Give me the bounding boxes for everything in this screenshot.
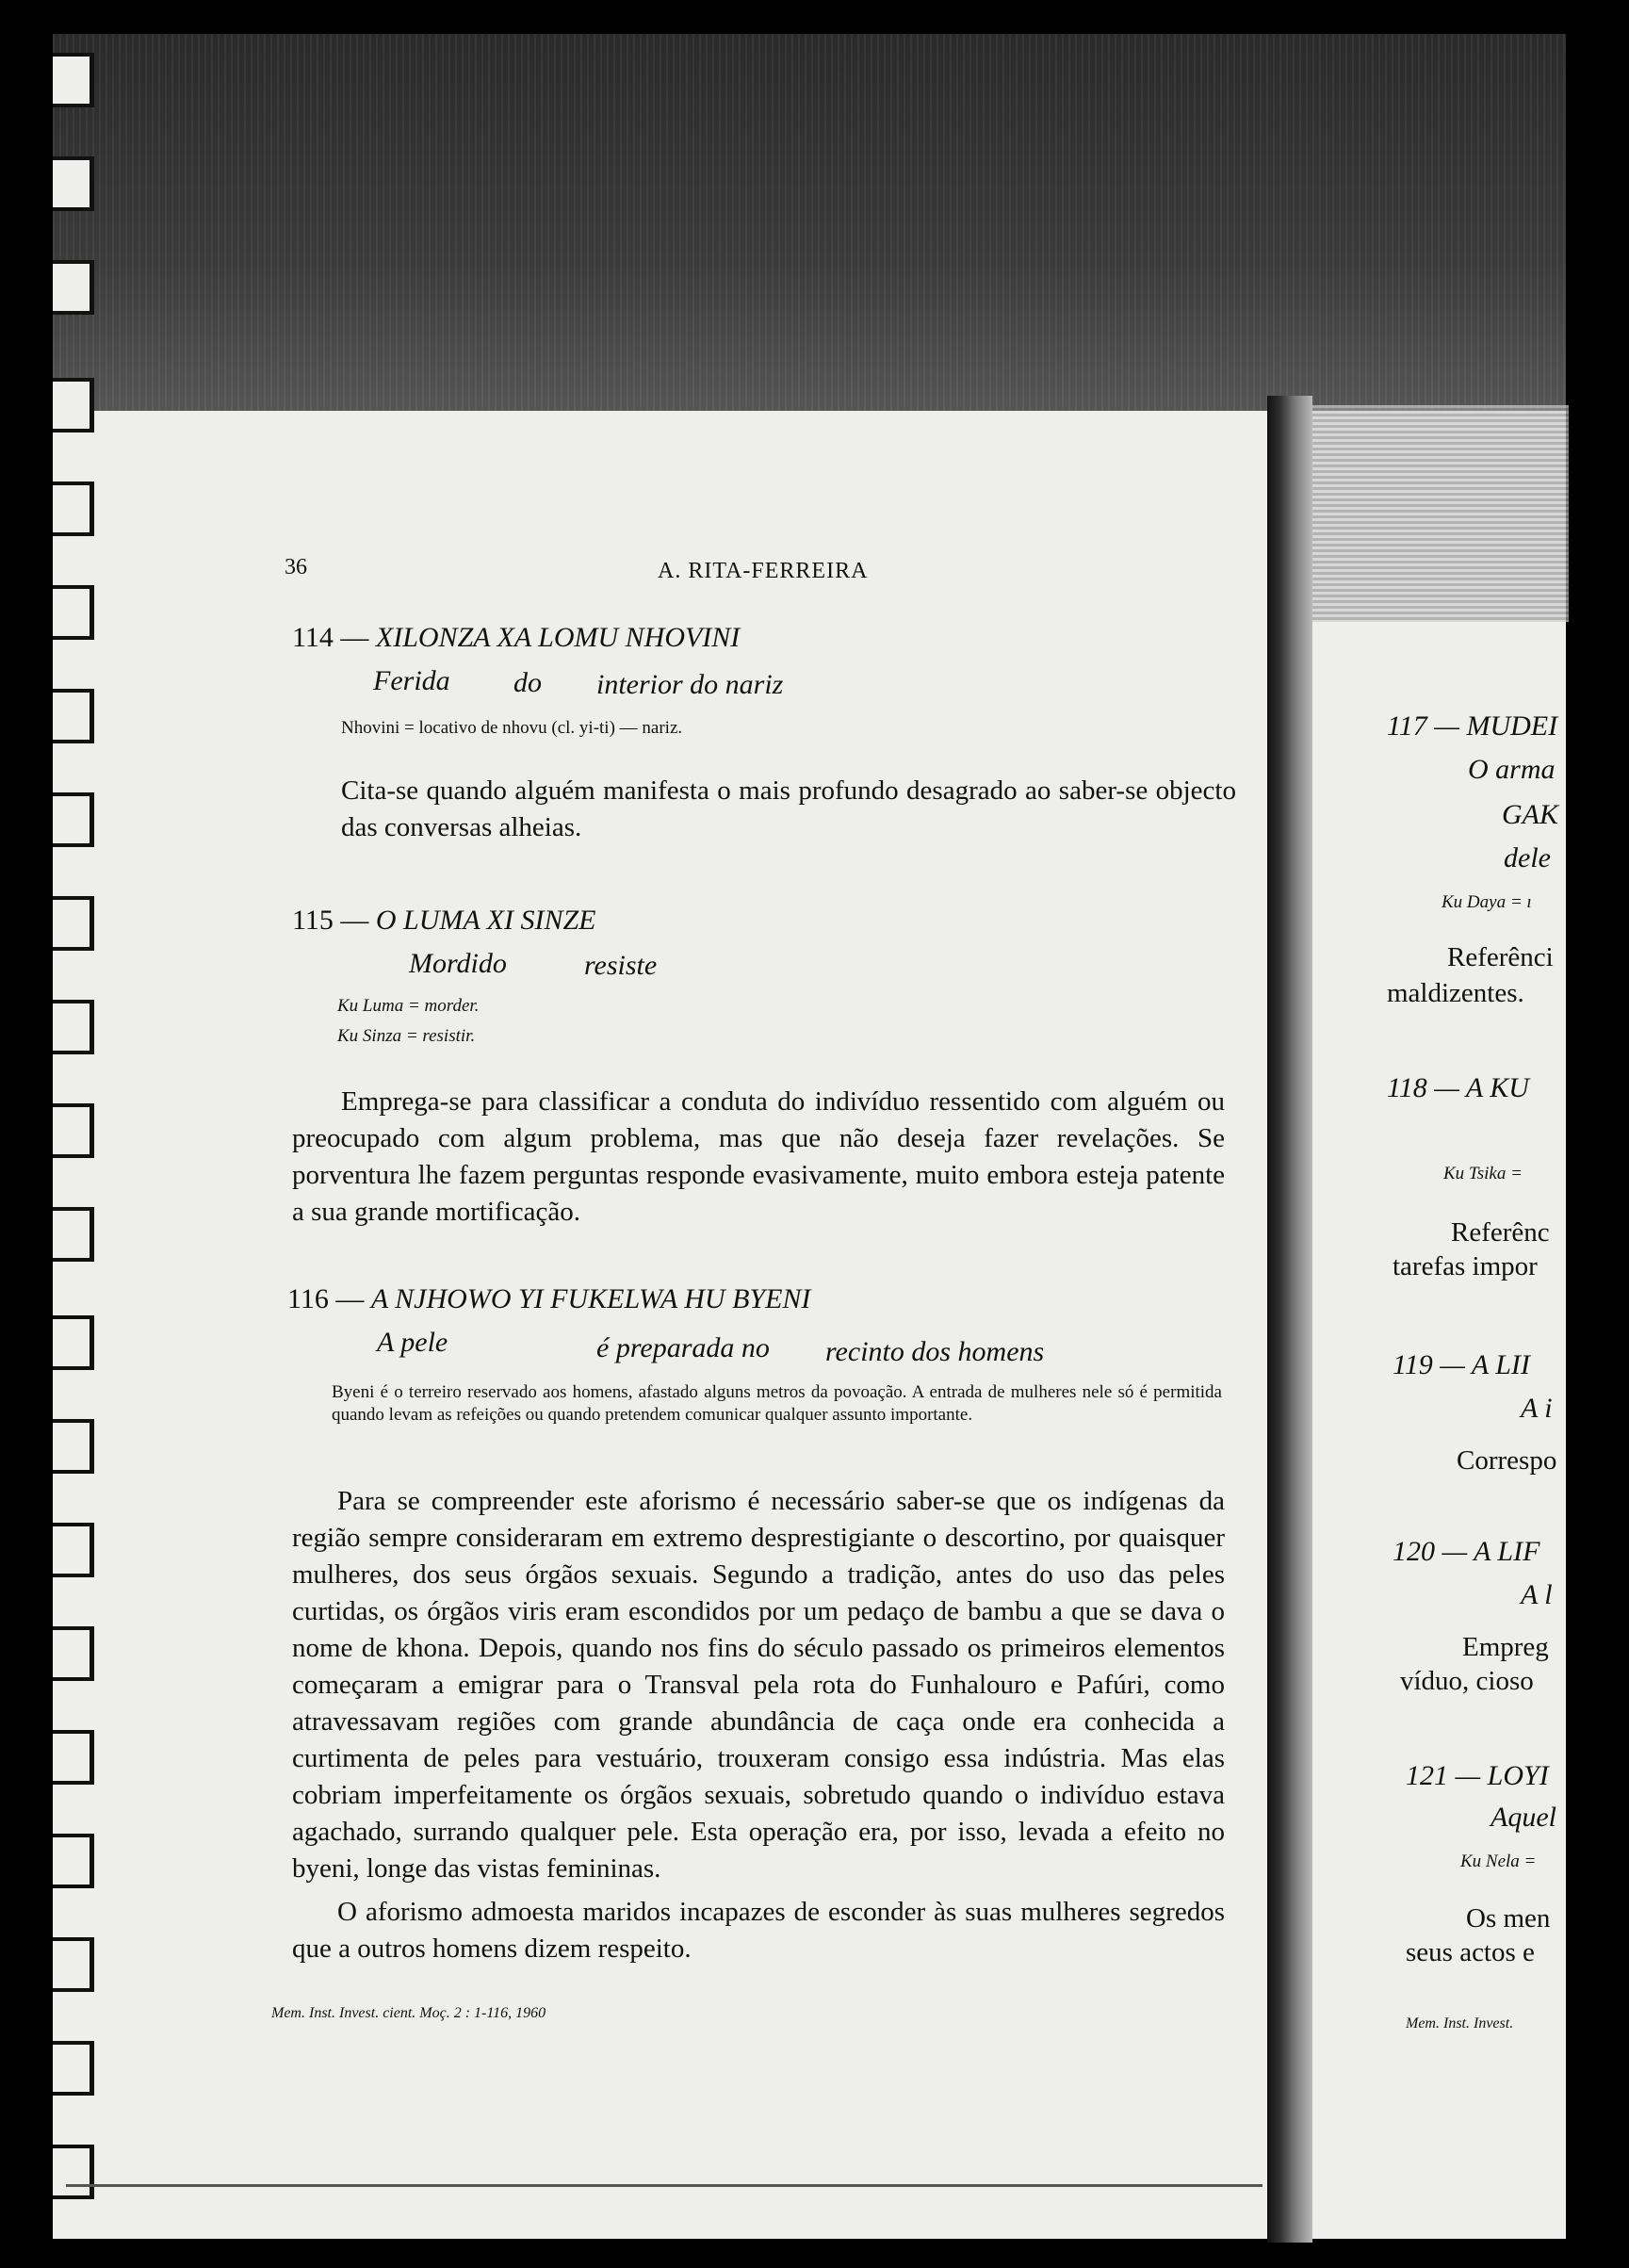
paragraph-line: Empreg xyxy=(1462,1632,1549,1662)
entry-number: 116 xyxy=(287,1283,329,1314)
gloss-line: O arma xyxy=(1468,754,1556,785)
binding-ring xyxy=(53,585,94,640)
binding-ring xyxy=(53,1103,94,1158)
binding-ring xyxy=(53,1315,94,1370)
binding-ring xyxy=(53,1523,94,1577)
page-bottom-edge xyxy=(66,2184,1262,2187)
running-head: A. RITA-FERREIRA xyxy=(658,559,869,583)
entry-heading: 115 — O LUMA XI SINZE xyxy=(292,905,596,936)
entry-heading: 120 — A LIF xyxy=(1393,1536,1540,1567)
paragraph: Para se compreender este aforismo é necessário saber-se que os indígenas da região sempre consideraram em extremo desprestigiante o descortino, por quaisquer mulheres, dos seus órgãos sexuais. Segundo a tradição, antes do uso das peles curtidas, os órgãos viris eram escondidos por um pedaço de bambu a que se dava o nome de khona. Depois, quando nos fins do século passado os primeiros elementos começaram a emigrar para o Transval pela rota do Funhalouro e Pafúri, como atravessavam regiões com grande abundância de caça onde era conhecida a curtimenta de peles para vestuário, trouxeram consigo essa indústria. Mas elas cobriam imperfeitamente os órgãos sexuais, sobretudo quando o indivíduo estava agachado, surrando qualquer pele. Esta operação era, por isso, levada a efeito no byeni, longe das vistas femininas. xyxy=(292,1486,1225,1884)
binding-ring xyxy=(53,689,94,743)
footnote: Ku Luma = morder. xyxy=(337,996,480,1016)
footnote: Byeni é o terreiro reservado aos homens, afastado alguns metros da povoação. A entrada de mulheres nele só é permitida quando levam as refeições ou quando pretendem comunicar qualquer assunto importante. xyxy=(332,1382,1222,1425)
binding-ring xyxy=(53,2041,94,2096)
binding-ring xyxy=(53,1730,94,1785)
paragraph-line: seus actos e xyxy=(1406,1937,1535,1967)
paragraph: Emprega-se para classificar a conduta do indivíduo ressentido com alguém ou preocupado com algum problema, mas que não deseja fazer revelações. Se porventura lhe fazem perguntas responde evasivamente, muito embora esteja patente a sua grande mortificação. xyxy=(292,1086,1225,1227)
binding-ring xyxy=(53,1626,94,1681)
entry-heading: 117 — MUDEI xyxy=(1387,710,1558,742)
gloss-word: Ferida xyxy=(373,665,450,696)
paragraph-line: Os men xyxy=(1466,1903,1551,1934)
entry-title: XILONZA XA LOMU NHOVINI xyxy=(375,622,741,653)
gloss-word: é preparada no xyxy=(596,1332,770,1363)
spiral-binding xyxy=(53,34,94,2239)
binding-ring xyxy=(53,481,94,536)
footnote: Ku Nela = xyxy=(1460,1852,1537,1871)
entry-heading: 116 — A NJHOWO YI FUKELWA HU BYENI xyxy=(287,1283,811,1314)
entry-title: O LUMA XI SINZE xyxy=(375,905,596,936)
binding-ring xyxy=(53,1419,94,1474)
gloss-line: A i xyxy=(1521,1393,1553,1424)
binding-ring xyxy=(53,1207,94,1262)
entry-heading: 121 — LOYI xyxy=(1406,1760,1549,1791)
paragraph: Cita-se quando alguém manifesta o mais profundo desagrado ao saber-se objecto das conversas alheias. xyxy=(341,775,1236,842)
binding-ring xyxy=(53,1937,94,1992)
footnote: Ku Daya = ı xyxy=(1442,892,1532,912)
entry-heading: 118 — A KU xyxy=(1387,1072,1529,1103)
binding-ring xyxy=(53,156,94,211)
gloss-word: recinto dos homens xyxy=(825,1336,1045,1367)
entry-heading: 119 — A LII xyxy=(1393,1349,1530,1380)
paragraph-line: Referênc xyxy=(1451,1217,1550,1248)
footnote: Nhovini = locativo de nhovu (cl. yi-ti) — nariz. xyxy=(341,718,683,738)
binding-ring xyxy=(53,378,94,432)
gloss-line: Aquel xyxy=(1491,1802,1556,1833)
book-spine-shadow xyxy=(1267,396,1312,2243)
binding-ring xyxy=(53,1834,94,1888)
entry-number: 115 xyxy=(292,905,334,936)
gloss-word: resiste xyxy=(584,950,658,981)
gloss-word: do xyxy=(513,667,542,698)
gloss-word: Mordido xyxy=(409,948,507,979)
binding-ring xyxy=(53,260,94,315)
paragraph-line: Correspo xyxy=(1457,1445,1557,1476)
footnote: Ku Tsika = xyxy=(1443,1164,1523,1183)
entry-number: 114 xyxy=(292,622,334,653)
footnote: Ku Sinza = resistir. xyxy=(337,1026,476,1046)
paragraph-line: víduo, cioso xyxy=(1400,1666,1534,1696)
footer-citation: Mem. Inst. Invest. xyxy=(1406,2015,1514,2031)
paragraph-line: tarefas impor xyxy=(1393,1251,1538,1281)
gloss-word: interior do nariz xyxy=(596,669,784,700)
binding-ring xyxy=(53,792,94,847)
gloss-line: A l xyxy=(1521,1579,1553,1610)
right-page-cropped xyxy=(1338,0,1566,2268)
binding-ring xyxy=(53,2145,94,2199)
paragraph-line: maldizentes. xyxy=(1387,978,1524,1008)
page-number: 36 xyxy=(285,555,307,579)
binding-ring xyxy=(53,896,94,951)
paragraph-line: Referênci xyxy=(1447,942,1554,972)
gloss-line: GAK xyxy=(1502,799,1558,830)
footer-citation: Mem. Inst. Invest. cient. Moç. 2 : 1-116, 1960 xyxy=(271,2005,546,2021)
entry-heading: 114 — XILONZA XA LOMU NHOVINI xyxy=(292,622,741,653)
gloss-word: A pele xyxy=(377,1327,448,1358)
gloss-line: dele xyxy=(1504,842,1551,873)
paragraph: O aforismo admoesta maridos incapazes de esconder às suas mulheres segredos que a outros homens dizem respeito. xyxy=(292,1897,1225,1964)
entry-title: A NJHOWO YI FUKELWA HU BYENI xyxy=(370,1283,811,1314)
binding-ring xyxy=(53,53,94,107)
binding-ring xyxy=(53,1000,94,1054)
